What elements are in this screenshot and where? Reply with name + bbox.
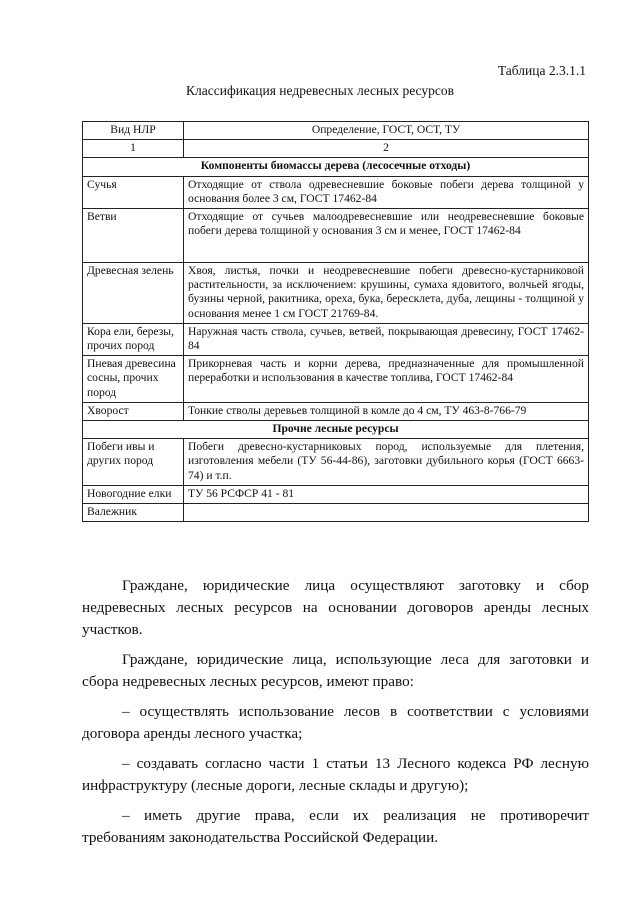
row-name: Побеги ивы и других пород [83, 439, 184, 486]
header-cell-definition: Определение, ГОСТ, ОСТ, ТУ [184, 122, 589, 140]
column-number-2: 2 [184, 140, 589, 158]
row-definition: Отходящие от сучьев малоодревесневшие или неодревесневшие боковые побеги дерева толщиной у основания 3 см и менее, ГОСТ 17462-84 [184, 209, 589, 263]
row-name: Кора ели, березы, прочих пород [83, 323, 184, 355]
row-name: Валежник [83, 504, 184, 522]
list-item: – создавать согласно части 1 статьи 13 Лесного кодекса РФ лесную инфраструктуру (лесные дороги, лесные склады и другую); [82, 755, 589, 794]
table-row [83, 504, 589, 522]
row-name: Новогодние елки [83, 485, 184, 503]
row-definition: ТУ 56 РСФСР 41 - 81 [184, 485, 589, 503]
row-definition: Побеги древесно-кустарниковых пород, используемые для плетения, изготовления мебели (ТУ 56-44-86), заготовки дубильного корья (ГОСТ 6663-74) и т.п. [184, 439, 589, 486]
table-title: Классификация недревесных лесных ресурсов [186, 83, 454, 98]
row-name: Хворост [83, 402, 184, 420]
list-item: – иметь другие права, если их реализация не противоречит требованиям законодательства Российской Федерации. [82, 807, 589, 846]
row-definition: Тонкие стволы деревьев толщиной в комле до 4 см, ТУ 463-8-766-79 [184, 402, 589, 420]
body-text [82, 575, 589, 857]
table-row [83, 402, 589, 420]
row-definition: Наружная часть ствола, сучьев, ветвей, покрывающая древесину, ГОСТ 17462-84 [184, 323, 589, 355]
column-number-row [83, 140, 589, 158]
paragraph: Граждане, юридические лица, использующие леса для заготовки и сбора недревесных лесных ресурсов, имеют право: [82, 651, 589, 690]
list-item: – осуществлять использование лесов в соответствии с условиями договора аренды лесного участка; [82, 703, 589, 742]
row-name: Древесная зелень [83, 263, 184, 324]
table-row [83, 356, 589, 403]
row-name: Сучья [83, 176, 184, 208]
column-number-1: 1 [83, 140, 184, 158]
row-name: Пневая древесина сосны, прочих пород [83, 356, 184, 403]
section-title: Прочие лесные ресурсы [83, 421, 589, 439]
table-row [83, 439, 589, 486]
table-row [83, 263, 589, 324]
row-name: Ветви [83, 209, 184, 263]
table-header-row [83, 122, 589, 140]
table-row [83, 176, 589, 208]
table-row [83, 323, 589, 355]
table-row [83, 209, 589, 263]
section-row-other [83, 421, 589, 439]
row-definition: Хвоя, листья, почки и неодревесневшие побеги древесно-кустарниковой растительности, за исключением: крушины, сумаха ядовитого, волчьей ягоды, бузины черной, ракитника, ореха, бука, бересклета, дуба, лещины - толщиной у основания менее 1 см ГОСТ 21769-84. [184, 263, 589, 324]
header-cell-type: Вид НЛР [83, 122, 184, 140]
row-definition: Отходящие от ствола одревесневшие боковые побеги дерева толщиной у основания более 3 см, ГОСТ 17462-84 [184, 176, 589, 208]
paragraph: Граждане, юридические лица осуществляют заготовку и сбор недревесных лесных ресурсов на основании договоров аренды лесных участков. [82, 577, 589, 638]
section-title: Компоненты биомассы дерева (лесосечные отходы) [83, 158, 589, 176]
row-definition: Прикорневая часть и корни дерева, предназначенные для промышленной переработки и использования в качестве топлива, ГОСТ 17462-84 [184, 356, 589, 403]
section-row-biomass [83, 158, 589, 176]
table-number: Таблица 2.3.1.1 [497, 63, 586, 78]
row-definition [184, 504, 589, 522]
table-row [83, 485, 589, 503]
classification-table [82, 121, 589, 522]
